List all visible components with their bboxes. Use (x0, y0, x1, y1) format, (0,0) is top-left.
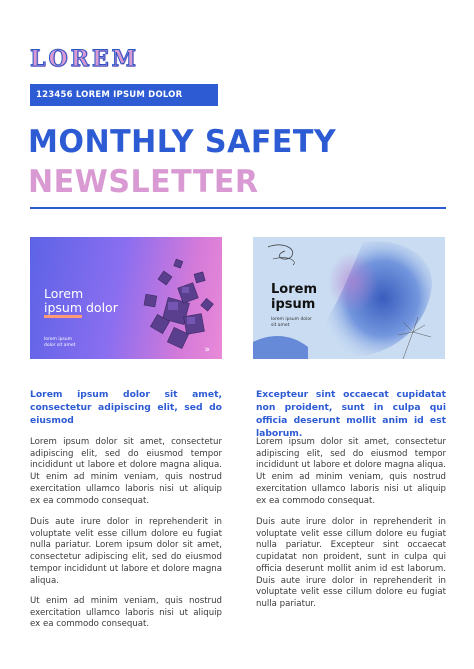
right-image-caption: Lorem ipsum (271, 282, 317, 312)
title-line-1: MONTHLY SAFETY (28, 124, 337, 160)
left-paragraph-2: Duis aute irure dolor in reprehenderit in voluptate velit esse cillum dolore eu fugiat nulla pariatur. Lorem ipsum dolor sit amet, consectetur adipiscing elit, sed do eiusmod tempor incididunt ut labore et dolore magna aliqua. (30, 517, 222, 586)
right-paragraph-2: Duis aute irure dolor in reprehenderit in voluptate velit esse cillum dolore eu fugiat nulla pariatur. Excepteur sint occaecat cupidatat non proident, sunt in culpa qui officia deserunt mollit anim id est laborum. Duis aute irure dolor in reprehenderit in voluptate velit esse cillum dolore eu fugiat nulla pariatur. (256, 517, 446, 609)
left-image-caption: Lorem ipsum dolor (44, 286, 118, 315)
right-feature-image (253, 237, 445, 359)
left-paragraph-1: Lorem ipsum dolor sit amet, consectetur adipiscing elit, sed do eiusmod tempor incididunt ut labore et dolore magna aliqua. Ut enim ad minim veniam, quis nostrud exercitation ullamco laboris nisi ut aliquip ex ea commodo consequat. (30, 437, 222, 506)
tag-bar: 123456 LOREM IPSUM DOLOR (30, 84, 218, 106)
right-lead-text: Excepteur sint occaecat cupidatat non proident, sunt in culpa qui officia deserunt mollit anim id est laborum. (256, 389, 446, 439)
left-feature-image (30, 237, 222, 359)
title-line-2: NEWSLETTER (28, 164, 259, 200)
logo: LOREM (30, 46, 140, 72)
double-arrow-icon: » (204, 345, 210, 355)
divider (30, 207, 446, 209)
left-paragraph-3: Ut enim ad minim veniam, quis nostrud exercitation ullamco laboris nisi ut aliquip ex ea commodo consequat. (30, 596, 222, 630)
right-image-subtext: lorem ipsum dolor sit amet (271, 317, 312, 328)
cubes-graphic (125, 255, 222, 355)
caption-underline (44, 315, 82, 318)
left-image-subtext: lorem ipsum dolor sit amet (44, 337, 76, 348)
left-lead-text: Lorem ipsum dolor sit amet, consectetur adipiscing elit, sed do eiusmod (30, 389, 222, 426)
right-paragraph-1: Lorem ipsum dolor sit amet, consectetur adipiscing elit, sed do eiusmod tempor incididunt ut labore et dolore magna aliqua. Ut enim ad minim veniam, quis nostrud exercitation ullamco laboris nisi ut aliquip ex ea commodo consequat. (256, 437, 446, 506)
